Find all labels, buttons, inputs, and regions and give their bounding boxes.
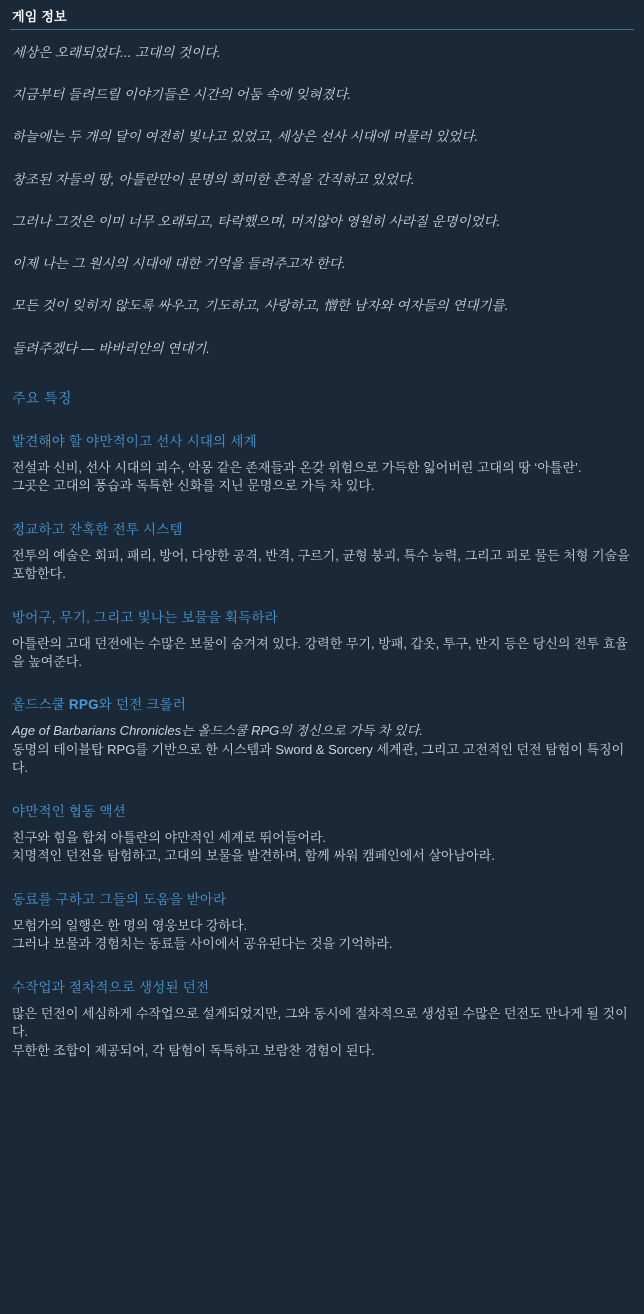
page-title: 게임 정보 (10, 0, 634, 30)
feature-line: 전투의 예술은 회피, 패리, 방어, 다양한 공격, 반격, 구르기, 균형 붕괴, 특수 능력, 그리고 피로 물든 처형 기술을 포함한다. (12, 547, 630, 582)
feature-line: 친구와 힘을 합쳐 아틀란의 야만적인 세계로 뛰어들어라. (12, 829, 327, 845)
feature-title: 야만적인 협동 액션 (12, 803, 126, 819)
intro-paragraph: 지금부터 들려드릴 이야기들은 시간의 어둠 속에 잊혀졌다. (12, 87, 352, 103)
feature-line: 무한한 조합이 제공되어, 각 탐험이 독특하고 보람찬 경험이 된다. (12, 1042, 375, 1058)
feature-body (12, 459, 632, 496)
feature-item (10, 430, 634, 496)
feature-title: 발견해야 할 야만적이고 선사 시대의 세계 (12, 433, 257, 449)
feature-title: 동료를 구하고 그들의 도움을 받아라 (12, 891, 227, 907)
feature-body (12, 635, 632, 672)
feature-item (10, 693, 634, 777)
feature-item (10, 800, 634, 866)
feature-title: 정교하고 잔혹한 전투 시스템 (12, 521, 183, 537)
feature-line: 그곳은 고대의 풍습과 독특한 신화를 지닌 문명으로 가득 차 있다. (12, 478, 375, 494)
feature-body (12, 722, 632, 777)
feature-item (10, 888, 634, 954)
feature-line: 그러나 보물과 경험치는 동료들 사이에서 공유된다는 것을 기억하라. (12, 936, 393, 952)
intro-text-block (10, 44, 634, 358)
intro-paragraph: 창조된 자들의 땅, 아틀란만이 문명의 희미한 흔적을 간직하고 있었다. (12, 171, 415, 187)
feature-line: 많은 던전이 세심하게 수작업으로 설계되었지만, 그와 동시에 절차적으로 생성된 수많은 던전도 만나게 될 것이다. (12, 1005, 628, 1040)
feature-line: Age of Barbarians Chronicles는 올드스쿨 RPG의 정신으로 가득 차 있다. (12, 723, 423, 739)
feature-title: 방어구, 무기, 그리고 빛나는 보물을 획득하라 (12, 609, 278, 625)
features-heading: 주요 특징 (12, 389, 72, 406)
intro-paragraph: 모든 것이 잊히지 않도록 싸우고, 기도하고, 사랑하고, 憎한 남자와 여자들의 연대기를. (12, 298, 509, 314)
feature-line: 치명적인 던전을 탐험하고, 고대의 보물을 발견하며, 함께 싸워 캠페인에서 살아남아라. (12, 848, 495, 864)
feature-item (10, 976, 634, 1060)
intro-paragraph: 그러나 그것은 이미 너무 오래되고, 타락했으며, 머지않아 영원히 사라질 운명이었다. (12, 213, 501, 229)
feature-item (10, 606, 634, 672)
feature-body (12, 917, 632, 954)
intro-paragraph: 세상은 오래되었다... 고대의 것이다. (12, 45, 221, 60)
feature-body (12, 1005, 632, 1060)
feature-line: 모험가의 일행은 한 명의 영웅보다 강하다. (12, 917, 248, 933)
intro-paragraph: 하늘에는 두 개의 달이 여전히 빛나고 있었고, 세상은 선사 시대에 머물러 있었다. (12, 129, 479, 145)
intro-paragraph: 들려주겠다 — 바바리안의 연대기. (12, 340, 211, 356)
feature-body (12, 547, 632, 584)
feature-body (12, 829, 632, 866)
feature-item (10, 518, 634, 584)
feature-line: 아틀란의 고대 던전에는 수많은 보물이 숨겨져 있다. 강력한 무기, 방패, 갑옷, 투구, 반지 등은 당신의 전투 효율을 높여준다. (12, 635, 628, 670)
feature-title: 수작업과 절차적으로 생성된 던전 (12, 979, 210, 995)
feature-title: 올드스쿨 RPG와 던전 크롤러 (12, 697, 187, 713)
feature-line: 전설과 신비, 선사 시대의 괴수, 악몽 같은 존재들과 온갖 위험으로 가득한 잃어버린 고대의 땅 ‘아틀란’. (12, 459, 582, 475)
feature-line: 동명의 테이블탑 RPG를 기반으로 한 시스템과 Sword & Sorcery 세계관, 그리고 고전적인 던전 탐험이 특징이다. (12, 741, 625, 776)
intro-paragraph: 이제 나는 그 원시의 시대에 대한 기억을 들려주고자 한다. (12, 256, 346, 272)
